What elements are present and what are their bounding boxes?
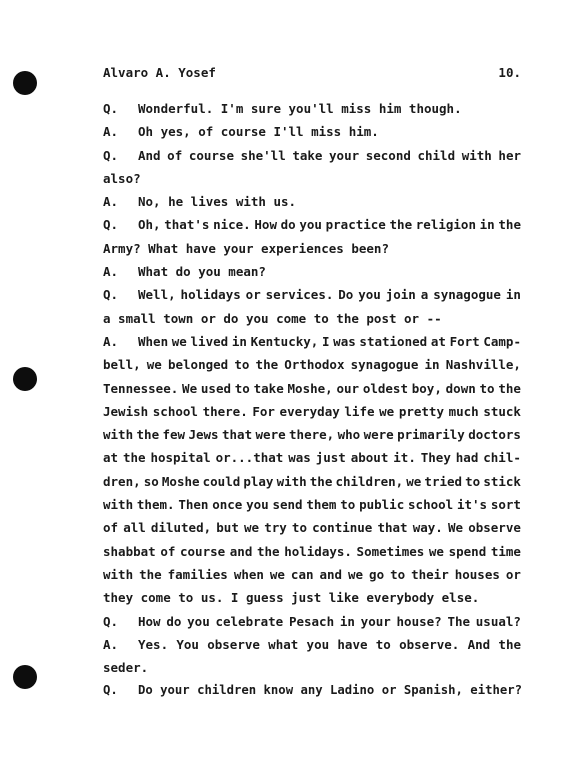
transcript-line xyxy=(103,586,521,609)
line-text: No, he lives with us. xyxy=(138,194,297,210)
transcript-line xyxy=(103,423,521,446)
transcript-line xyxy=(103,540,521,563)
transcript-line xyxy=(103,377,521,400)
line-text: dren, so Moshe could play with the children, we tried to stick xyxy=(103,473,521,489)
interviewee-name: Alvaro A. Yosef xyxy=(103,65,216,80)
speaker-label: A. xyxy=(103,333,119,349)
transcript-line xyxy=(103,330,521,353)
punch-hole-top xyxy=(13,71,37,95)
line-text: seder. xyxy=(103,660,149,676)
transcript-line xyxy=(103,679,521,702)
transcript-line xyxy=(103,610,521,633)
line-text: they come to us. I guess just like everybody else. xyxy=(103,590,480,606)
transcript-line xyxy=(103,237,521,260)
transcript-line xyxy=(103,213,521,236)
speaker-label: Q. xyxy=(103,287,119,303)
line-text: What do you mean? xyxy=(138,264,266,280)
line-text: shabbat of course and the holidays. Sometimes we spend time xyxy=(103,543,521,559)
page-number: 10. xyxy=(498,65,521,80)
line-text: And of course she'll take your second child with her xyxy=(138,147,521,163)
transcript-line xyxy=(103,563,521,586)
line-text: bell, we belonged to the Orthodox synagogue in Nashville, xyxy=(103,357,521,373)
transcript-line xyxy=(103,353,521,376)
line-text: with the few Jews that were there, who were primarily doctors xyxy=(103,427,521,443)
speaker-label: Q. xyxy=(103,101,119,116)
line-text: Jewish school there. For everyday life we pretty much stuck xyxy=(103,403,521,419)
transcript-line xyxy=(103,144,521,167)
speaker-label: Q. xyxy=(103,613,119,629)
transcript-line xyxy=(103,97,521,120)
line-text: at the hospital or...that was just about it. They had chil- xyxy=(103,450,521,466)
punch-hole-middle xyxy=(13,367,37,391)
line-text: Army? What have your experiences been? xyxy=(103,240,389,256)
transcript-line xyxy=(103,283,521,306)
line-text: of all diluted, but we try to continue that way. We observe xyxy=(103,520,521,536)
line-text: How do you celebrate Pesach in your house? The usual? xyxy=(138,613,521,629)
line-text: When we lived in Kentucky, I was stationed at Fort Camp- xyxy=(138,333,521,349)
transcript-line xyxy=(103,307,521,330)
line-text: a small town or do you come to the post or -- xyxy=(103,310,442,326)
transcript-line xyxy=(103,633,521,656)
line-text: with them. Then once you send them to public school it's sort xyxy=(103,497,521,513)
line-text: Oh yes, of course I'll miss him. xyxy=(138,124,379,140)
line-text: Tennessee. We used to take Moshe, our oldest boy, down to the xyxy=(103,380,521,396)
speaker-label: A. xyxy=(103,264,119,280)
transcript-line xyxy=(103,656,521,679)
speaker-label: A. xyxy=(103,194,119,210)
transcript-line xyxy=(103,167,521,190)
transcript-line xyxy=(103,470,521,493)
speaker-label: A. xyxy=(103,636,119,652)
transcript-line xyxy=(103,493,521,516)
punch-hole-bottom xyxy=(13,665,37,689)
line-text: Oh, that's nice. How do you practice the religion in the xyxy=(138,217,521,233)
speaker-label: Q. xyxy=(103,683,118,698)
transcript-line xyxy=(103,516,521,539)
line-text: Well, holidays or services. Do you join a synagogue in xyxy=(138,287,521,303)
transcript-line xyxy=(103,120,521,143)
speaker-label: Q. xyxy=(103,217,119,233)
speaker-label: Q. xyxy=(103,147,119,163)
transcript-body xyxy=(103,97,521,703)
line-text: Yes. You observe what you have to observe. And the xyxy=(138,636,521,652)
transcript-line xyxy=(103,400,521,423)
line-text: Do your children know any Ladino or Spanish, either? xyxy=(138,683,522,698)
line-text: also? xyxy=(103,170,141,186)
line-text: Wonderful. I'm sure you'll miss him though. xyxy=(138,101,462,116)
transcript-line xyxy=(103,190,521,213)
transcript-line xyxy=(103,260,521,283)
line-text: with the families when we can and we go to their houses or xyxy=(103,566,521,582)
speaker-label: A. xyxy=(103,124,119,140)
transcript-line xyxy=(103,446,521,469)
